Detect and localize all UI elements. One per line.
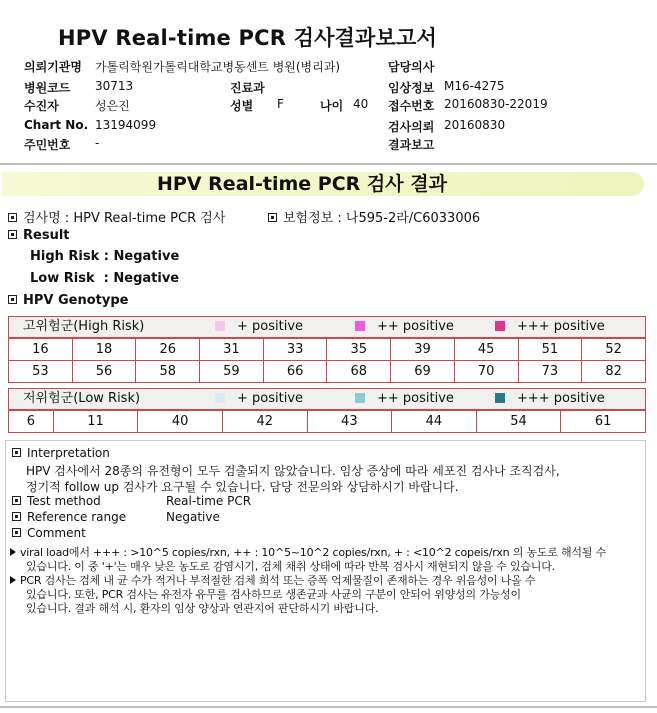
request-value: 20160830 (444, 118, 506, 132)
bullet-square-icon (268, 213, 277, 222)
hospital-code-label: 병원코드 (24, 81, 71, 95)
genotype-cell: 11 (53, 411, 138, 433)
genotype-cell: 43 (307, 411, 392, 433)
result-banner (2, 172, 644, 196)
bullet-square-icon (12, 512, 21, 521)
legend-swatch-plus3 (495, 321, 505, 331)
legend-swatch-plus2 (355, 321, 365, 331)
sex-value: F (277, 97, 284, 111)
genotype-cell: 42 (222, 411, 307, 433)
legend-label: + positive (237, 391, 304, 406)
test-method-row (12, 494, 101, 508)
legend-swatch-plus (215, 321, 225, 331)
reference-value: Negative (166, 510, 220, 524)
exam-name-row (8, 207, 225, 226)
legend-plus (215, 317, 303, 337)
bullet-square-icon (12, 448, 21, 457)
bullet-square-icon (8, 213, 17, 222)
reference-row (12, 510, 126, 524)
legend-plus2 (355, 389, 454, 409)
insurance-row (268, 207, 480, 226)
genotype-cell: 35 (327, 339, 391, 361)
chart-label: Chart No. (24, 118, 89, 132)
clinical-info-value: M16-4275 (444, 79, 505, 93)
resident-value: - (95, 136, 100, 150)
genotype-cell: 45 (454, 339, 518, 361)
low-risk-table (8, 410, 646, 433)
comment-text: viral load에서 +++ : >10^5 copies/rxn, ++ : 10^5~10^2 copies/rxn, + : <10^2 copeis/rxn 의 농도로 해석될 수 (20, 546, 606, 559)
age-value: 40 (353, 97, 369, 111)
genotype-cell: 39 (391, 339, 455, 361)
banner-title: HPV Real-time PCR 검사 결과 (157, 173, 447, 195)
clinical-info-label: 임상정보 (388, 81, 435, 95)
genotype-cell: 26 (136, 339, 200, 361)
header-divider (0, 163, 657, 165)
test-method-value: Real-time PCR (166, 494, 252, 508)
test-method-label: Test method (27, 494, 101, 508)
interpretation-heading: Interpretation (27, 446, 110, 460)
chart-value: 13194099 (95, 118, 157, 132)
high-risk-table (8, 338, 646, 383)
legend-swatch-plus2 (355, 393, 365, 403)
arrow-bullet-icon (10, 576, 16, 584)
low-risk-label: 저위험군(Low Risk) (23, 391, 141, 406)
legend-label: ++ positive (377, 319, 454, 334)
legend-plus (215, 389, 303, 409)
bullet-square-icon (8, 295, 17, 304)
comment-label: Comment (27, 526, 86, 540)
interpretation-line-1: HPV 검사에서 28종의 유전형이 모두 검출되지 않았습니다. 임상 증상에 따라 세포진 검사나 조직검사, (26, 464, 560, 478)
reference-label: Reference range (27, 510, 127, 524)
comment-text: PCR 검사는 검체 내 균 수가 적거나 부적절한 검체 희석 또는 증폭 억제물질이 존재하는 경우 위음성이 나올 수 (20, 574, 536, 587)
genotype-cell: 82 (582, 361, 646, 383)
legend-plus2 (355, 317, 454, 337)
legend-plus3 (495, 389, 605, 409)
arrow-bullet-icon (10, 548, 16, 556)
age-label: 나이 (320, 99, 344, 113)
high-risk-label: 고위험군(High Risk) (23, 319, 145, 334)
legend-plus3 (495, 317, 605, 337)
sex-label: 성별 (230, 99, 254, 113)
legend-label: ++ positive (377, 391, 454, 406)
interpretation-box (5, 440, 646, 702)
genotype-cell: 68 (327, 361, 391, 383)
high-risk-result: High Risk : Negative (30, 249, 180, 264)
insurance-value: 나595-2라/C6033006 (345, 211, 481, 226)
interpretation-line-2: 정기적 follow up 검사가 요구될 수 있습니다. 담당 전문의와 상담하시기 바랍니다. (26, 480, 459, 494)
genotype-cell: 40 (138, 411, 223, 433)
doctor-label: 담당의사 (388, 60, 435, 74)
legend-label: +++ positive (517, 391, 605, 406)
resident-label: 주민번호 (24, 138, 71, 152)
high-risk-header (8, 316, 646, 338)
result-report-label: 결과보고 (388, 138, 435, 152)
bullet-square-icon (12, 528, 21, 537)
low-risk-result: Low Risk : Negative (30, 271, 180, 286)
request-label: 검사의뢰 (388, 120, 435, 134)
exam-name-label: 검사명 : (23, 211, 70, 226)
genotype-cell: 61 (561, 411, 646, 433)
hospital-code-value: 30713 (95, 79, 134, 93)
genotype-cell: 52 (582, 339, 646, 361)
patient-label: 수진자 (24, 99, 59, 113)
comment-1-line-2: 있습니다. 이 중 '+'는 매우 낮은 농도로 감염시기, 검체 채취 상태에 따라 반복 검사시 재현되지 않을 수 있습니다. (26, 560, 555, 573)
footer-divider (0, 706, 657, 708)
comment-row (12, 526, 86, 540)
institution-label: 의뢰기관명 (24, 60, 82, 74)
interpretation-heading-row (12, 446, 110, 460)
genotype-cell: 59 (200, 361, 264, 383)
genotype-cell: 54 (476, 411, 561, 433)
receipt-value: 20160830-22019 (444, 97, 548, 111)
genotype-cell: 18 (72, 339, 136, 361)
result-heading: Result (23, 228, 70, 243)
exam-name-value: HPV Real-time PCR 검사 (73, 211, 226, 226)
genotype-cell: 66 (263, 361, 327, 383)
genotype-cell: 69 (391, 361, 455, 383)
bullet-square-icon (12, 496, 21, 505)
bullet-square-icon (8, 230, 17, 239)
institution-value: 가톨릭학원가톨릭대학교병동센트 병원(병리과) (95, 60, 341, 74)
legend-label: +++ positive (517, 319, 605, 334)
genotype-heading-row (8, 293, 128, 308)
result-heading-row (8, 228, 70, 243)
legend-swatch-plus3 (495, 393, 505, 403)
table-row (9, 411, 646, 433)
table-row (9, 361, 646, 383)
comment-2-line-3: 있습니다. 결과 해석 시, 환자의 임상 양상과 연관지어 판단하시기 바랍니다. (26, 602, 379, 615)
genotype-cell: 56 (72, 361, 136, 383)
genotype-cell: 51 (518, 339, 582, 361)
genotype-cell: 31 (200, 339, 264, 361)
receipt-label: 접수번호 (388, 99, 435, 113)
report-title: HPV Real-time PCR 검사결과보고서 (58, 26, 437, 50)
comment-2-line-2: 있습니다. 또한, PCR 검사는 유전자 유무를 검사하므로 생존균과 사균의 구분이 안되어 위양성의 가능성이 (26, 588, 521, 601)
genotype-cell: 33 (263, 339, 327, 361)
insurance-label: 보험정보 : (283, 211, 342, 226)
genotype-cell: 6 (9, 411, 54, 433)
genotype-heading: HPV Genotype (23, 293, 129, 308)
department-label: 진료과 (230, 81, 265, 95)
genotype-cell: 53 (9, 361, 73, 383)
genotype-cell: 44 (392, 411, 477, 433)
genotype-cell: 73 (518, 361, 582, 383)
patient-value: 성은진 (95, 99, 130, 113)
legend-label: + positive (237, 319, 304, 334)
genotype-cell: 70 (454, 361, 518, 383)
genotype-cell: 16 (9, 339, 73, 361)
genotype-cell: 58 (136, 361, 200, 383)
table-row (9, 339, 646, 361)
legend-swatch-plus (215, 393, 225, 403)
low-risk-header (8, 388, 646, 410)
